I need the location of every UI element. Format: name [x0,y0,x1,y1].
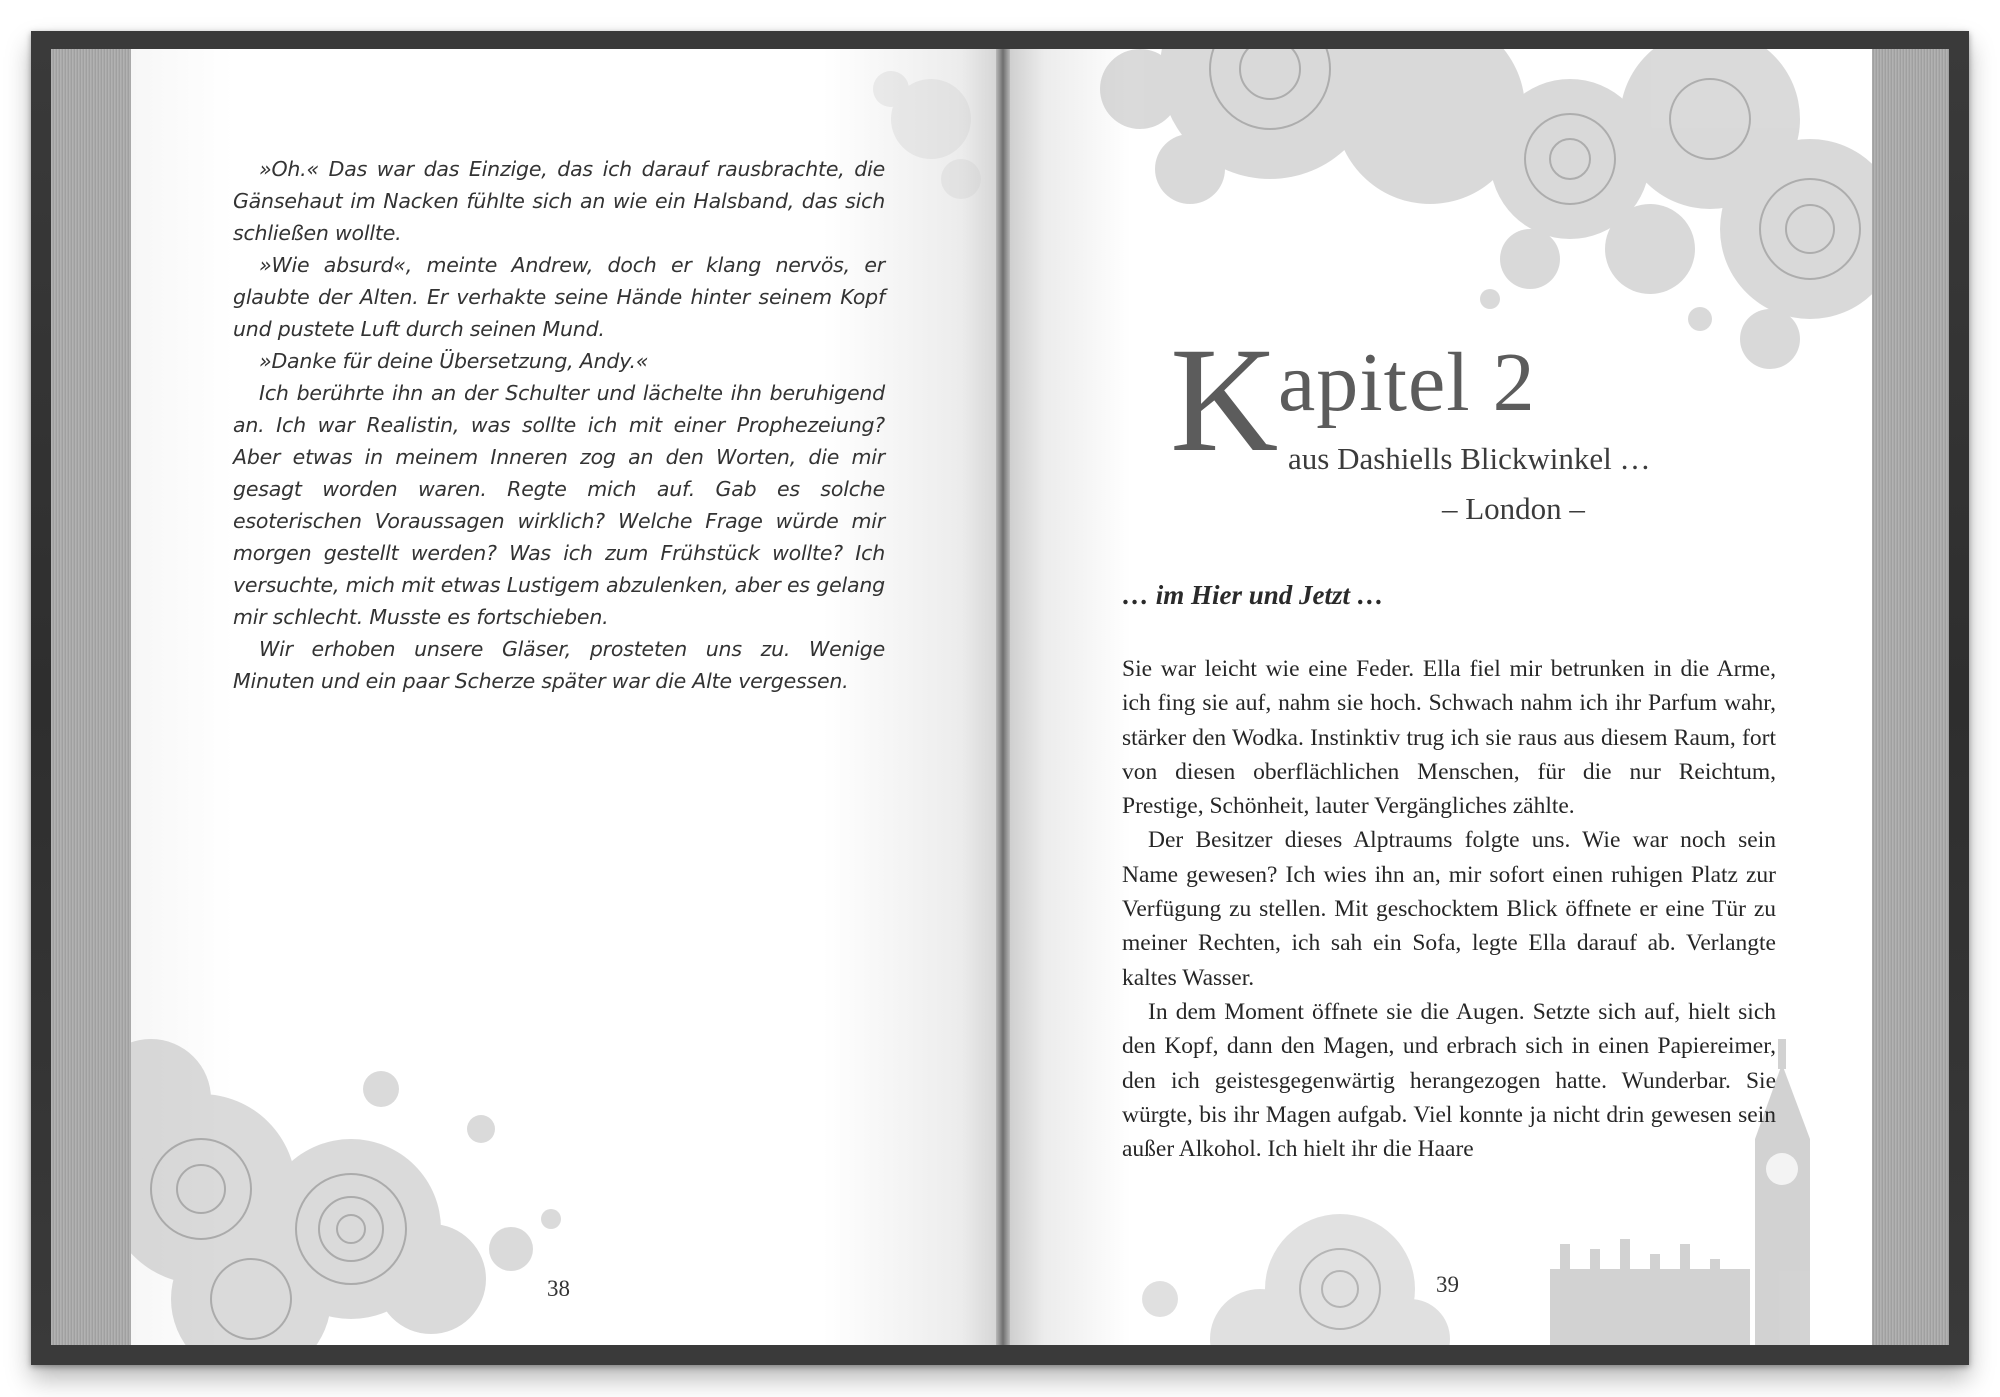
paragraph: Ich berührte ihn an der Schulter und lächelte ihn beruhigend an. Ich war Realistin, was sollte ich mit einer Prophezeiung? Aber etwas in meinem Inneren zog an den Worten, die mir gesagt worden waren. Regte mich auf. Gab es solche esoterischen Voraussagen wirklich? Welche Frage würde mir morgen gestellt werden? Was ich zum Frühstück wollte? Ich versuchte, mich mit etwas Lustigem abzulenken, aber es gelang mir schlecht. Musste es fortschieben. [233,381,885,629]
paragraph: »Wie absurd«, meinte Andrew, doch er klang nervös, er glaubte der Alten. Er verhakte seine Hände hinter seinem Kopf und pustete Luft durch seinen Mund. [233,253,885,341]
right-page-body [1122,652,1776,1166]
chapter-heading [1170,317,1730,526]
chapter-subtitle: aus Dashiells Blickwinkel … [1288,441,1651,476]
paragraph: In dem Moment öffnete sie die Augen. Setzte sich auf, hielt sich den Kopf, dann den Magen, und erbrach sich in einen Papiereimer, den ich geistesgegenwärtig herangezogen hatte. Wunderbar. Sie würgte, bis ihr Magen aufgab. Viel konnte ja nicht drin gewesen sein außer Alkohol. Ich hielt ihr die Haare [1122,998,1776,1163]
left-page-body [233,153,885,697]
chapter-initial: K [1170,317,1279,483]
paragraph: »Danke für deine Übersetzung, Andy.« [259,349,649,373]
chapter-title: apitel 2 [1278,336,1536,429]
paragraph: Sie war leicht wie eine Feder. Ella fiel mir betrunken in die Arme, ich fing sie auf, nahm sie hoch. Schwach nahm ich ihr Parfum wahr, stärker den Wodka. Instinktiv trug ich sie raus aus diesem Raum, fort von diesen oberflächlichen Menschen, für die nur Reichtum, Prestige, Schönheit, lauter Vergängliches zählte. [1122,656,1776,820]
chapter-location: – London – [1442,491,1585,526]
section-heading: … im Hier und Jetzt … [1122,580,1384,610]
book-gutter [996,49,1010,1345]
page-number-right: 39 [1436,1272,1459,1297]
page-number-left: 38 [547,1276,570,1301]
paragraph: Der Besitzer dieses Alptraums folgte uns. Wie war noch sein Name gewesen? Ich wies ihn an, mir sofort einen ruhigen Platz zur Verfügung zu stellen. Mit geschocktem Blick öffnete er eine Tür zu meiner Rechten, ich sah ein Sofa, legte Ella darauf ab. Verlangte kaltes Wasser. [1122,827,1776,991]
paragraph: »Oh.« Das war das Einzige, das ich darauf rausbrachte, die Gänsehaut im Nacken fühlte sich an wie ein Halsband, das sich schließen wollte. [233,157,885,245]
paragraph: Wir erhoben unsere Gläser, prosteten uns zu. Wenige Minuten und ein paar Scherze später war die Alte vergessen. [233,637,885,693]
right-page-edges [1871,49,1949,1345]
left-page-edges [51,49,131,1345]
